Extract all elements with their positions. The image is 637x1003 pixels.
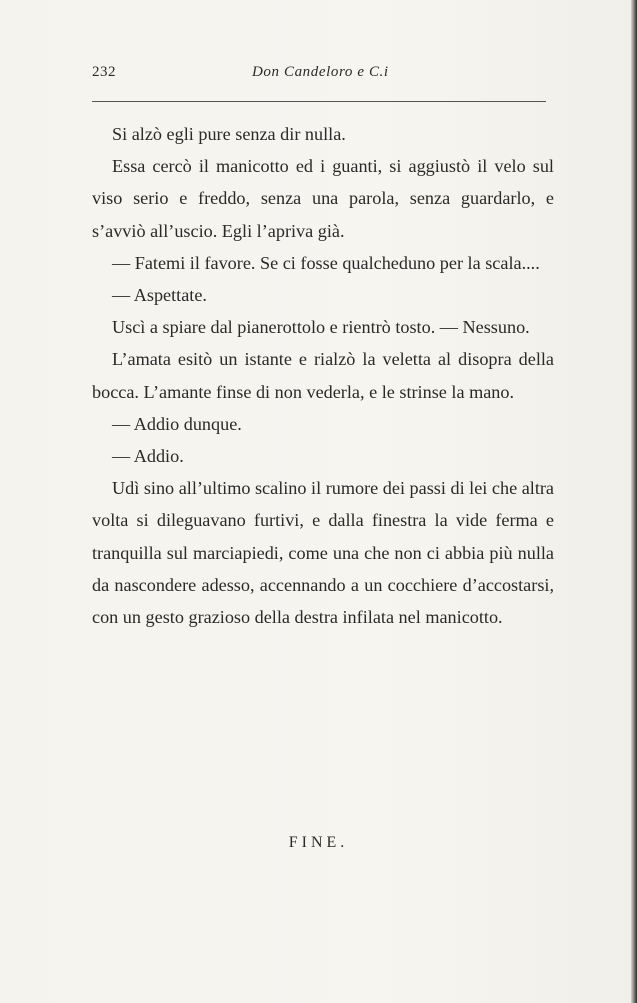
page-number: 232 — [92, 64, 116, 80]
paragraph: L’amata esitò un istante e rialzò la veletta al disopra della bocca. L’amante finse di non vederla, e le strinse la mano. — [92, 349, 554, 402]
paragraph: Essa cercò il manicotto ed i guanti, si aggiustò il velo sul viso serio e freddo, senza una parola, senza guardarlo, e s’avviò all’uscio. Egli l’apriva già. — [92, 156, 554, 241]
paragraph: — Fatemi il favore. Se ci fosse qualcheduno per la scala.... — [112, 252, 540, 273]
body-text — [92, 118, 554, 633]
page-header — [92, 64, 547, 86]
page-edge — [631, 0, 637, 1003]
ending-label: FINE. — [288, 834, 349, 851]
paragraph: — Aspettate. — [112, 285, 207, 306]
paragraph: Si alzò egli pure senza dir nulla. — [112, 124, 346, 144]
paragraph: Udì sino all’ultimo scalino il rumore dei passi di lei che altra volta si dileguavano furtivi, e dalla finestra la vide ferma e tranquilla sul marciapiedi, come una che non ci abbia più nulla da nascondere adesso, accennando a un cocchiere d’accostarsi, con un gesto grazioso della destra infilata nel manicotto. — [92, 478, 554, 628]
running-title: Don Candeloro e C.i — [252, 64, 389, 80]
paragraph: Uscì a spiare dal pianerottolo e rientrò tosto. — Nessuno. — [112, 317, 530, 338]
paragraph: — Addio dunque. — [112, 413, 242, 434]
paragraph: — Addio. — [112, 446, 184, 467]
header-rule — [92, 101, 546, 102]
